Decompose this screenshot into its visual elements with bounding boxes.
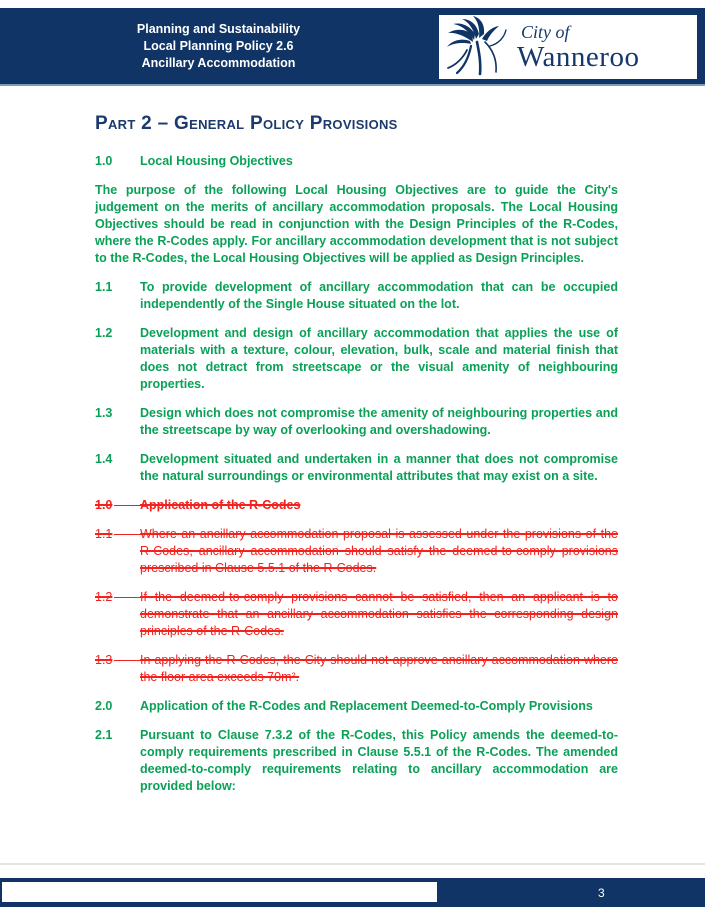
deleted-clause-item-1-1 <box>95 526 618 577</box>
header-line-subject: Ancillary Accommodation <box>141 55 296 70</box>
logo-wordmark <box>517 21 640 73</box>
clause-number: 2.1 <box>95 728 113 742</box>
page-title: Part 2 – General Policy Provisions <box>95 113 398 134</box>
clause-text: Application of the R-Codes <box>140 498 301 512</box>
clause-item-1-1 <box>95 279 618 313</box>
clause-heading-2-0 <box>95 698 618 715</box>
page-number: 3 <box>598 885 605 900</box>
clause-item-1-4 <box>95 451 618 485</box>
clause-number: 2.0 <box>95 699 113 713</box>
kangaroo-paw-flowers <box>447 16 499 47</box>
header-bar <box>0 8 705 86</box>
clause-item-1-3 <box>95 405 618 439</box>
clause-number: 1.0 <box>95 497 140 514</box>
clause-text: Local Housing Objectives <box>140 154 293 168</box>
logo-city-of-text: City of <box>521 21 570 42</box>
clause-heading-1-0 <box>95 153 618 170</box>
header-line-policy: Local Planning Policy 2.6 <box>143 38 294 53</box>
clause-text: To provide development of ancillary accommodation that can be occupied independently of the Single House situated on the lot. <box>140 280 618 311</box>
clause-item-2-1 <box>95 727 618 795</box>
clause-item-1-2 <box>95 325 618 393</box>
deleted-clause-item-1-2 <box>95 589 618 640</box>
clause-number: 1.2 <box>95 326 113 340</box>
footer-separator-line <box>0 863 705 865</box>
clause-text: Application of the R-Codes and Replacement Deemed-to-Comply Provisions <box>140 699 593 713</box>
city-of-wanneroo-logo <box>437 13 699 81</box>
kangaroo-paw-icon <box>443 16 519 78</box>
deleted-clause-item-1-3 <box>95 652 618 686</box>
objectives-purpose-paragraph: The purpose of the following Local Housing Objectives are to guide the City's judgement on the merits of ancillary accommodation proposals. The Local Housing Objectives should be read in conjunction with the Design Principles of the R-Codes, where the R-Codes apply. For ancillary accommodation development that is not subject to the R-Codes, the Local Housing Objectives will be applied as Design Principles. <box>95 183 618 265</box>
clause-text: In applying the R-Codes, the City should not approve ancillary accommodation where the floor area exceeds 70m². <box>140 653 618 684</box>
clause-text: Design which does not compromise the amenity of neighbouring properties and the streetscape by way of overlooking and overshadowing. <box>140 406 618 437</box>
clause-text: If the deemed-to-comply provisions cannot be satisfied, then an applicant is to demonstrate that an ancillary accommodation satisfies the corresponding design principles of the R-Codes. <box>140 590 618 638</box>
document-body <box>95 112 618 807</box>
clause-number: 1.3 <box>95 652 140 686</box>
deleted-clause-heading-1-0 <box>95 497 618 514</box>
clause-number: 1.2 <box>95 589 140 640</box>
header-title-block <box>0 8 437 84</box>
clause-number: 1.1 <box>95 280 113 294</box>
footer-bar <box>0 878 705 907</box>
clause-number: 1.3 <box>95 406 113 420</box>
clause-number: 1.1 <box>95 526 140 577</box>
clause-text: Where an ancillary accommodation proposal is assessed under the provisions of the R-Codes, ancillary accommodation should satisfy the deemed-to-comply provisions prescribed in Clause 5.5.1 of the R-Codes. <box>140 527 618 575</box>
clause-number: 1.4 <box>95 452 113 466</box>
clause-text: Pursuant to Clause 7.3.2 of the R-Codes, this Policy amends the deemed-to-comply requirements prescribed in Clause 5.5.1 of the R-Codes. The amended deemed-to-comply requirements relating to ancillary accommodation are provided below: <box>140 728 618 793</box>
footer-blank-field <box>2 882 437 902</box>
clause-text: Development and design of ancillary accommodation that applies the use of materials with a texture, colour, elevation, bulk, scale and material finish that does not detract from streetscape or the visual amenity of neighbouring properties. <box>140 326 618 391</box>
header-line-department: Planning and Sustainability <box>136 21 301 36</box>
clause-number: 1.0 <box>95 154 113 168</box>
logo-wanneroo-text: Wanneroo <box>517 40 640 73</box>
clause-text: Development situated and undertaken in a manner that does not compromise the natural surroundings or environmental attributes that may exist on a site. <box>140 452 618 483</box>
